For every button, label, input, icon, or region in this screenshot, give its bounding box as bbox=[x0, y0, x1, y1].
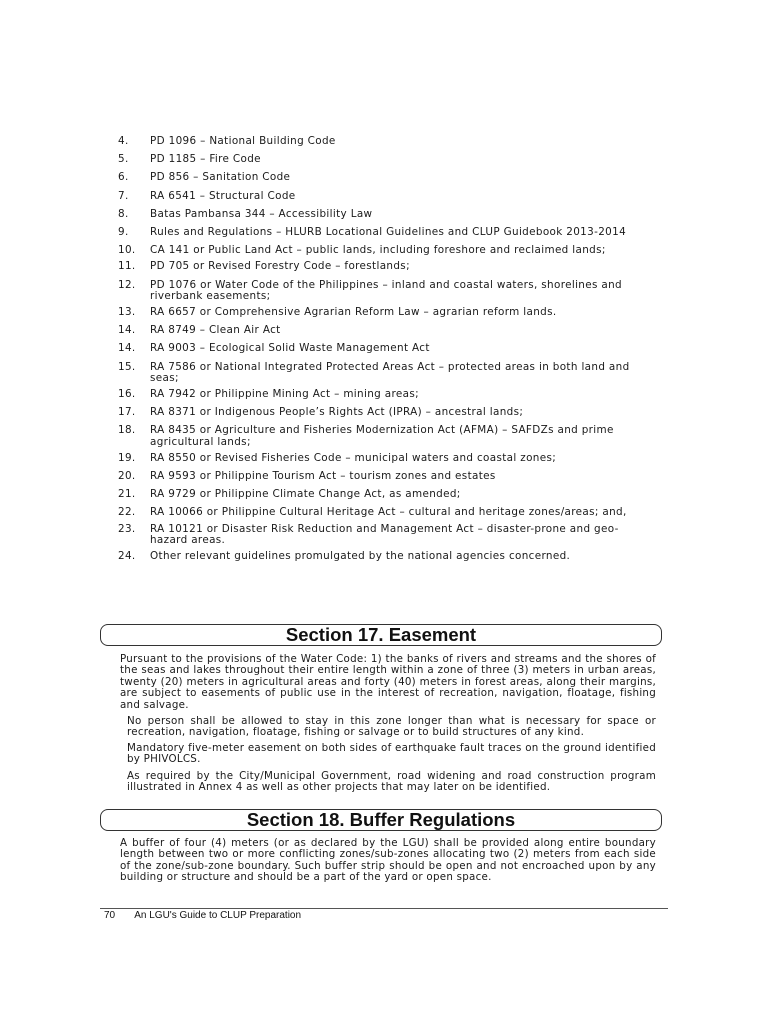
footer-title: An LGU's Guide to CLUP Preparation bbox=[134, 910, 302, 921]
page-number: 70 bbox=[104, 910, 116, 921]
list-item-number: 14. bbox=[118, 324, 136, 337]
list-item-number: 15. bbox=[118, 360, 136, 373]
list-item-text: RA 6541 – Structural Code bbox=[150, 189, 296, 202]
list-item bbox=[118, 425, 648, 447]
list-item-number: 20. bbox=[118, 470, 136, 483]
list-item bbox=[118, 524, 648, 546]
section-17-item-1: No person shall be allowed to stay in this zone longer than what is necessary for space or recreation, navigation, floatage, fishing or salvage or to build structures of any kind. bbox=[127, 715, 656, 739]
list-item-text: PD 705 or Revised Forestry Code – forestlands; bbox=[150, 260, 410, 273]
list-item-text: PD 1096 – National Building Code bbox=[150, 135, 336, 147]
list-item-number: 6. bbox=[118, 171, 129, 184]
list-item-number: 13. bbox=[118, 306, 136, 319]
list-item-text: RA 10121 or Disaster Risk Reduction and Management Act – disaster-prone and geo-hazard areas. bbox=[150, 522, 619, 546]
list-item-number: 24. bbox=[118, 550, 136, 563]
section-18-title: Section 18. Buffer Regulations bbox=[246, 809, 516, 830]
list-item-text: RA 7942 or Philippine Mining Act – mining areas; bbox=[150, 388, 419, 401]
list-item bbox=[118, 471, 648, 482]
section-17-item-2: Mandatory five-meter easement on both sides of earthquake fault traces on the ground identified by PHIVOLCS. bbox=[127, 742, 656, 766]
list-item-text: CA 141 or Public Land Act – public lands, including foreshore and reclaimed lands; bbox=[150, 244, 606, 257]
list-item bbox=[118, 154, 648, 165]
legal-references-list bbox=[118, 136, 648, 569]
list-item bbox=[118, 389, 648, 400]
list-item-text: RA 9593 or Philippine Tourism Act – tourism zones and estates bbox=[150, 470, 496, 483]
list-item bbox=[118, 507, 648, 518]
list-item-text: RA 10066 or Philippine Cultural Heritage Act – cultural and heritage zones/areas; and, bbox=[150, 506, 627, 519]
list-item-number: 5. bbox=[118, 153, 129, 166]
list-item bbox=[118, 136, 648, 147]
list-item-number: 18. bbox=[118, 424, 136, 437]
list-item-number: 8. bbox=[118, 207, 129, 220]
list-item-text: RA 8749 – Clean Air Act bbox=[150, 324, 281, 337]
list-item-text: PD 1076 or Water Code of the Philippines – inland and coastal waters, shorelines and riverbank easements; bbox=[150, 278, 622, 302]
list-item bbox=[118, 343, 648, 354]
list-item-number: 17. bbox=[118, 406, 136, 419]
section-18-body: A buffer of four (4) meters (or as declared by the LGU) shall be provided along entire boundary length between two or more conflicting zones/sub-zones allocating two (2) meters from each side of the zone/sub-zone boundary. Such buffer strip should be open and not encroached upon by any building or structure and should be a part of the yard or open space. bbox=[120, 837, 656, 884]
list-item bbox=[118, 280, 648, 302]
list-item bbox=[118, 407, 648, 418]
list-item bbox=[118, 325, 648, 336]
list-item-text: Other relevant guidelines promulgated by the national agencies concerned. bbox=[150, 550, 571, 563]
list-item-number: 12. bbox=[118, 278, 136, 291]
list-item bbox=[118, 307, 648, 318]
section-17-title: Section 17. Easement bbox=[285, 624, 477, 645]
list-item-number: 10. bbox=[118, 244, 136, 257]
list-item-number: 16. bbox=[118, 388, 136, 401]
list-item-number: 22. bbox=[118, 506, 136, 519]
section-18-heading bbox=[100, 809, 662, 831]
list-item-text: RA 6657 or Comprehensive Agrarian Reform Law – agrarian reform lands. bbox=[150, 306, 557, 319]
list-item-text: PD 1185 – Fire Code bbox=[150, 153, 261, 166]
list-item bbox=[118, 227, 648, 238]
list-item-number: 7. bbox=[118, 189, 129, 202]
footer-divider bbox=[100, 908, 668, 909]
list-item-number: 21. bbox=[118, 488, 136, 501]
list-item-number: 23. bbox=[118, 522, 136, 535]
list-item-text: Rules and Regulations – HLURB Locational Guidelines and CLUP Guidebook 2013-2014 bbox=[150, 226, 627, 239]
list-item-text: RA 9003 – Ecological Solid Waste Management Act bbox=[150, 342, 430, 355]
list-item-text: PD 856 – Sanitation Code bbox=[150, 171, 291, 184]
list-item-text: Batas Pambansa 344 – Accessibility Law bbox=[150, 207, 373, 220]
list-item-number: 14. bbox=[118, 342, 136, 355]
list-item-text: RA 7586 or National Integrated Protected Areas Act – protected areas in both land and seas; bbox=[150, 360, 630, 384]
list-item-number: 4. bbox=[118, 135, 129, 147]
page-footer bbox=[104, 910, 301, 921]
list-item bbox=[118, 489, 648, 500]
list-item-text: RA 9729 or Philippine Climate Change Act, as amended; bbox=[150, 488, 461, 501]
list-item-number: 11. bbox=[118, 260, 136, 273]
list-item-number: 19. bbox=[118, 451, 136, 464]
list-item-text: RA 8371 or Indigenous People’s Rights Act (IPRA) – ancestral lands; bbox=[150, 406, 524, 419]
list-item-text: RA 8550 or Revised Fisheries Code – municipal waters and coastal zones; bbox=[150, 451, 557, 464]
list-item bbox=[118, 191, 648, 202]
list-item-text: RA 8435 or Agriculture and Fisheries Modernization Act (AFMA) – SAFDZs and prime agricultural lands; bbox=[150, 424, 614, 448]
list-item-number: 9. bbox=[118, 226, 129, 239]
list-item bbox=[118, 245, 648, 256]
section-17-heading bbox=[100, 624, 662, 646]
list-item bbox=[118, 362, 648, 384]
list-item bbox=[118, 453, 648, 464]
section-17-intro: Pursuant to the provisions of the Water Code: 1) the banks of rivers and streams and the shores of the seas and lakes throughout their entire length within a zone of three (3) meters in urban areas, twenty (20) meters in agricultural areas and forty (40) meters in forest areas, along their margins, are subject to easements of public use in the interest of recreation, navigation, floatage, fishing and salvage. bbox=[120, 653, 656, 711]
list-item bbox=[118, 261, 648, 272]
list-item bbox=[118, 172, 648, 183]
section-17-item-3: As required by the City/Municipal Government, road widening and road construction program illustrated in Annex 4 as well as other projects that may later on be identified. bbox=[127, 770, 656, 794]
list-item bbox=[118, 209, 648, 220]
list-item bbox=[118, 551, 648, 562]
